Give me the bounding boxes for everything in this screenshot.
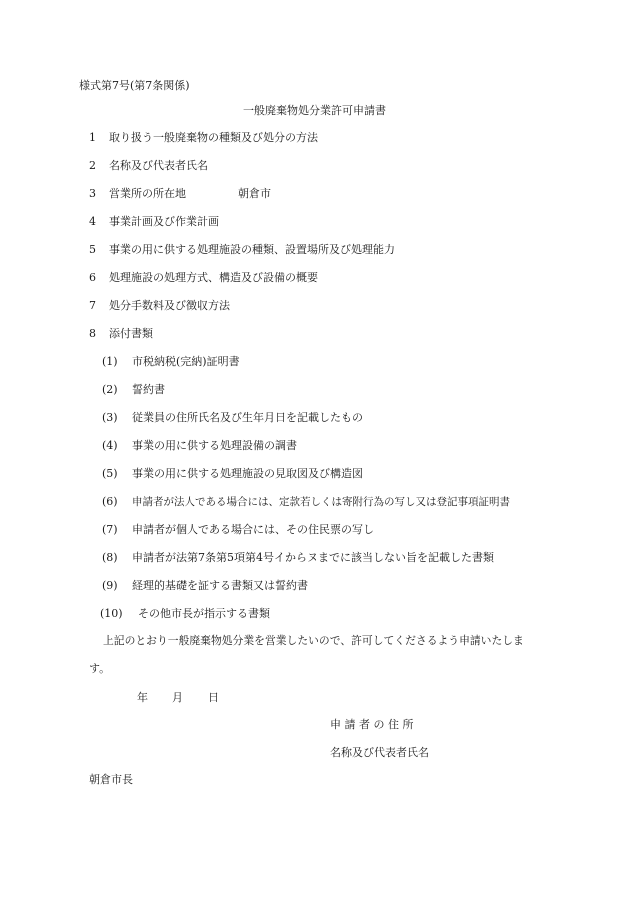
attachment-text: 申請者が法人である場合には、定款若しくは寄附行為の写し又は登記事項証明書 bbox=[132, 496, 510, 508]
attachment-text: 事業の用に供する処理施設の見取図及び構造図 bbox=[132, 467, 363, 480]
date-month: 月 bbox=[172, 691, 183, 704]
item-text: 事業計画及び作業計画 bbox=[109, 215, 219, 228]
attachment-text: 事業の用に供する処理設備の調書 bbox=[132, 439, 297, 452]
item-text: 事業の用に供する処理施設の種類、設置場所及び処理能力 bbox=[109, 243, 395, 256]
attachment-text: 従業員の住所氏名及び生年月日を記載したもの bbox=[132, 411, 363, 424]
item-text: 添付書類 bbox=[109, 327, 153, 340]
attachment-text: 市税納税(完納)証明書 bbox=[132, 355, 240, 368]
attachment-number: (10) bbox=[100, 607, 123, 620]
office-location-value: 朝倉市 bbox=[238, 187, 271, 200]
item-text: 処理施設の処理方式、構造及び設備の概要 bbox=[109, 271, 318, 284]
item-number: 1 bbox=[89, 131, 96, 144]
item-number: 2 bbox=[89, 159, 96, 172]
attachment-text: 申請者が個人である場合には、その住民票の写し bbox=[132, 523, 374, 536]
attachment-number: (5) bbox=[102, 467, 118, 480]
attachment-number: (8) bbox=[102, 551, 118, 564]
attachment-number: (4) bbox=[102, 439, 118, 452]
document-title: 一般廃棄物処分業許可申請書 bbox=[243, 104, 386, 117]
attachment-number: (2) bbox=[102, 383, 118, 396]
attachment-number: (9) bbox=[102, 579, 118, 592]
item-text: 名称及び代表者氏名 bbox=[109, 159, 208, 172]
item-number: 8 bbox=[89, 327, 96, 340]
item-text: 営業所の所在地 bbox=[109, 187, 186, 200]
applicant-name-label: 名称及び代表者氏名 bbox=[330, 746, 429, 759]
date-year: 年 bbox=[137, 691, 148, 704]
request-line: す。 bbox=[89, 662, 111, 675]
item-number: 7 bbox=[89, 299, 96, 312]
request-line: 上記のとおり一般廃棄物処分業を営業したいので、許可してくださるよう申請いたしま bbox=[103, 634, 524, 647]
attachment-text: 誓約書 bbox=[132, 383, 165, 396]
date-day: 日 bbox=[208, 691, 219, 704]
item-number: 6 bbox=[89, 271, 96, 284]
item-text: 処分手数料及び徴収方法 bbox=[109, 299, 230, 312]
item-number: 4 bbox=[89, 215, 96, 228]
applicant-address-label: 申 請 者 の 住 所 bbox=[330, 718, 414, 731]
attachment-text: 経理的基礎を証する書類又は誓約書 bbox=[132, 579, 308, 592]
attachment-number: (6) bbox=[102, 495, 118, 508]
item-number: 5 bbox=[89, 243, 96, 256]
attachment-number: (7) bbox=[102, 523, 118, 536]
attachment-number: (3) bbox=[102, 411, 118, 424]
attachment-number: (1) bbox=[102, 355, 118, 368]
item-text: 取り扱う一般廃棄物の種類及び処分の方法 bbox=[109, 131, 318, 144]
item-number: 3 bbox=[89, 187, 96, 200]
addressee: 朝倉市長 bbox=[89, 773, 133, 786]
form-number: 様式第7号(第7条関係) bbox=[79, 79, 190, 92]
attachment-text: その他市長が指示する書類 bbox=[138, 607, 270, 620]
attachment-text: 申請者が法第7条第5項第4号イからヌまでに該当しない旨を記載した書類 bbox=[132, 551, 494, 564]
